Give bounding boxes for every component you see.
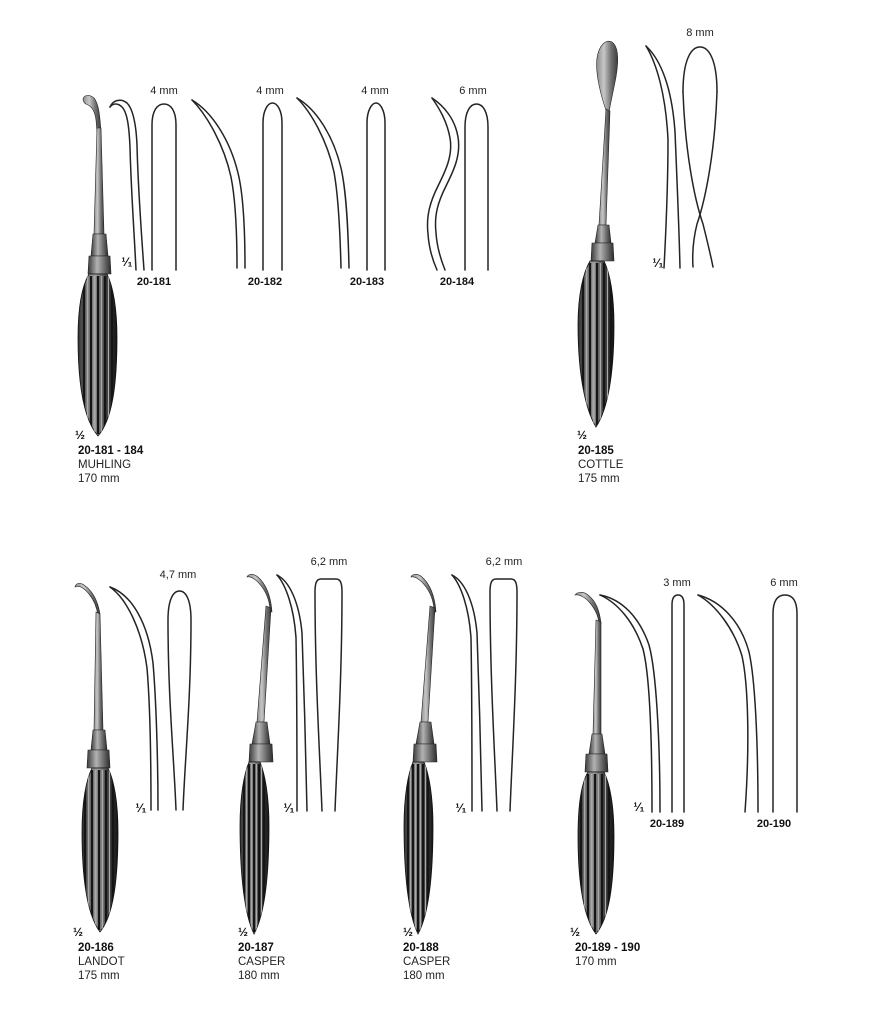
instrument-name: COTTLE	[578, 458, 624, 471]
tip-catalog-number: 20-182	[247, 276, 283, 288]
landot-tip-details-drawing	[100, 578, 200, 818]
tip-size-label: 6 mm	[459, 85, 487, 97]
instrument-length: 175 mm	[578, 472, 620, 485]
tip-size-label: 8 mm	[686, 27, 714, 39]
tip-catalog-number: 20-183	[349, 276, 385, 288]
catalog-number: 20-181 - 184	[78, 445, 144, 457]
casper-188-tip-details-drawing	[445, 568, 560, 818]
detail-scale-label: ¹⁄₁	[121, 255, 133, 269]
instrument-label-block	[403, 942, 450, 983]
tip-size-label: 4 mm	[150, 85, 178, 97]
main-scale-label: ½	[402, 925, 414, 939]
instrument-length: 175 mm	[78, 969, 120, 982]
casper-187-tip-details-drawing	[270, 568, 385, 818]
detail-scale-label: ¹⁄₁	[633, 800, 645, 814]
instrument-name: CASPER	[403, 955, 451, 968]
catalog-number: 20-186	[78, 942, 114, 954]
instrument-label-block	[78, 445, 143, 486]
tip-catalog-number: 20-190	[756, 818, 792, 830]
tip-size-label: 6,2 mm	[310, 556, 348, 568]
tip-size-label: 4,7 mm	[159, 569, 197, 581]
detail-scale-label: ¹⁄₁	[283, 801, 295, 815]
cottle-instrument-drawing	[570, 33, 634, 433]
main-scale-label: ½	[74, 428, 86, 442]
instrument-length: 180 mm	[238, 969, 280, 982]
instrument-label-block	[578, 445, 623, 486]
instrument-name: MUHLING	[78, 458, 132, 471]
cottle-tip-details-drawing	[640, 40, 775, 275]
muhling-tip-details-drawing	[105, 93, 490, 273]
instrument-length: 170 mm	[575, 955, 617, 968]
instrument-name: LANDOT	[78, 955, 125, 968]
catalog-number: 20-189 - 190	[575, 942, 641, 954]
main-scale-label: ½	[72, 925, 84, 939]
instrument-label-block	[78, 942, 125, 983]
tip-catalog-number: 20-184	[439, 276, 475, 288]
catalog-number: 20-188	[403, 942, 439, 954]
tip-size-label: 3 mm	[663, 577, 691, 589]
instrument-length: 180 mm	[403, 969, 445, 982]
tip-catalog-number: 20-181	[136, 276, 172, 288]
tip-size-label: 4 mm	[361, 85, 389, 97]
elevators-189-190-tip-details-drawing	[595, 588, 810, 818]
tip-size-label: 6 mm	[770, 577, 798, 589]
catalog-number: 20-187	[238, 942, 274, 954]
instrument-length: 170 mm	[78, 472, 120, 485]
main-scale-label: ½	[237, 925, 249, 939]
detail-scale-label: ¹⁄₁	[652, 256, 664, 270]
detail-scale-label: ¹⁄₁	[135, 801, 147, 815]
tip-catalog-number: 20-189	[649, 818, 685, 830]
main-scale-label: ½	[569, 925, 581, 939]
tip-size-label: 6,2 mm	[485, 556, 523, 568]
tip-size-label: 4 mm	[256, 85, 284, 97]
main-scale-label: ½	[576, 428, 588, 442]
instrument-label-block	[238, 942, 285, 983]
instrument-name: CASPER	[238, 955, 286, 968]
catalog-number: 20-185	[578, 445, 614, 457]
detail-scale-label: ¹⁄₁	[455, 801, 467, 815]
instrument-label-block	[575, 942, 640, 970]
